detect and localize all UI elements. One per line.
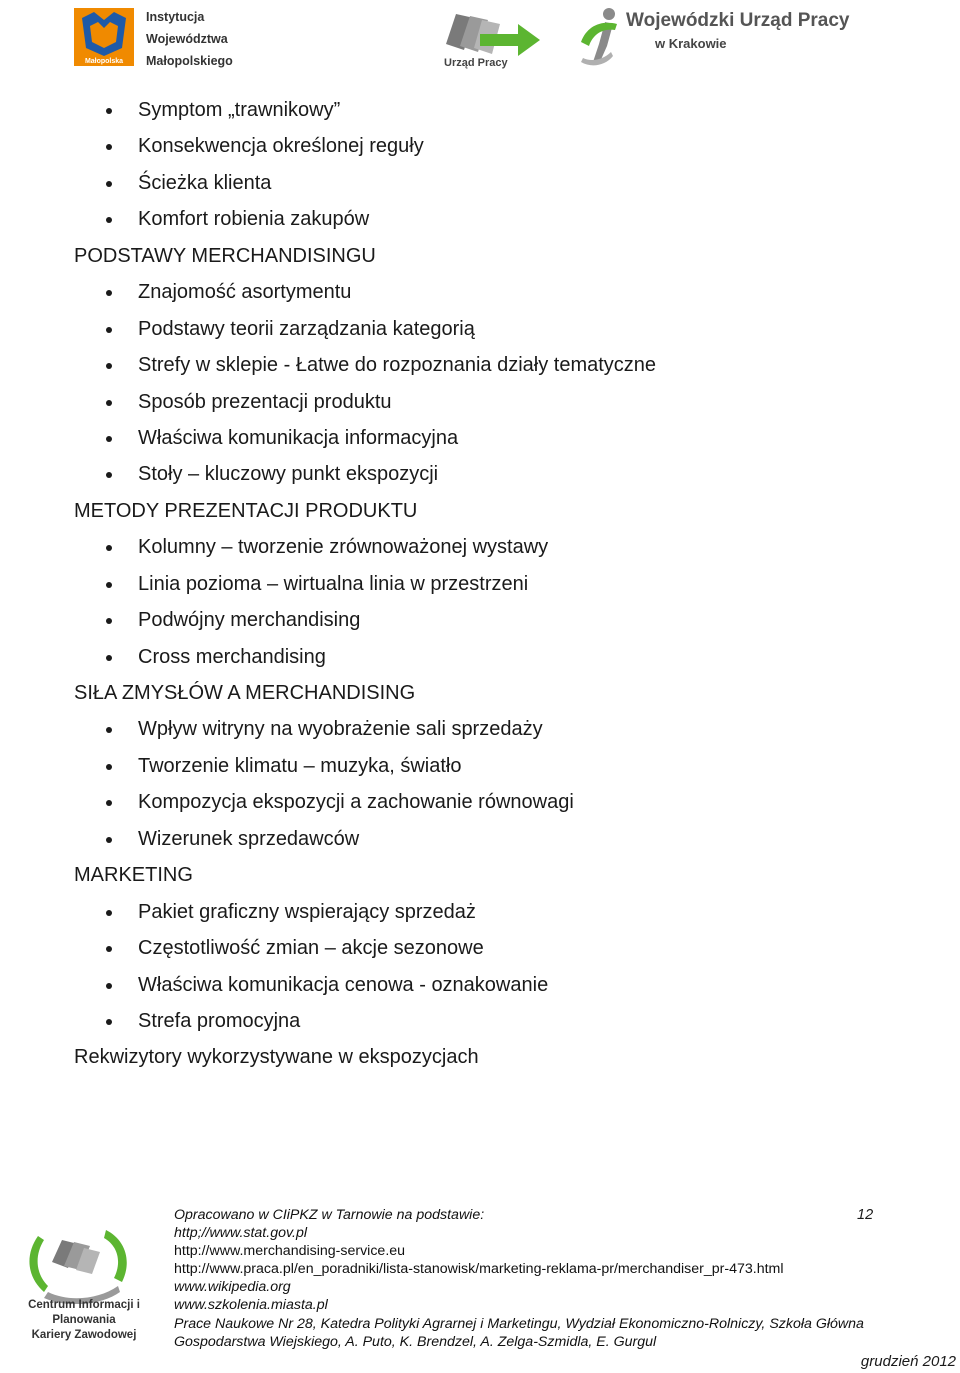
list-item-text: Strefa promocyjna [138,1009,301,1032]
source-line: www.wikipedia.org [174,1279,291,1296]
list-item-text: Stoły – kluczowy punkt ekspozycji [138,463,439,486]
cip-kz-name [4,1298,164,1343]
source-line: http://www.praca.pl/en_poradniki/lista-stanowisk/marketing-reklama-pr/merchandiser_pr-473.html [174,1261,784,1278]
list-item [0,128,960,164]
list-item-text: Komfort robienia zakupów [138,208,370,231]
urzad-pracy-logo [440,8,544,58]
bullet-icon [106,727,112,733]
list-item [0,821,960,857]
bullet-icon [106,108,112,114]
wup-subtitle: w Krakowie [655,36,727,51]
list-item-text: Konsekwencja określonej reguły [138,135,424,158]
list-item [0,311,960,347]
list-item [0,711,960,747]
list-item-text: Podwójny merchandising [138,609,361,632]
wup-figure-logo [577,6,625,68]
list-item-text: Wpływ witryny na wyobrażenie sali sprzedaży [138,718,543,741]
list-item [0,566,960,602]
wup-title: Wojewódzki Urząd Pracy [626,10,850,31]
list-item-text: Właściwa komunikacja informacyjna [138,426,459,449]
source-line: www.szkolenia.miasta.pl [174,1297,328,1314]
institution-line: Województwa [146,32,228,46]
document-body [0,92,960,1076]
section-heading-text: PODSTAWY MERCHANDISINGU [74,244,376,267]
list-item [0,1003,960,1039]
bullet-icon [106,764,112,770]
source-line: Opracowano w CIiPKZ w Tarnowie na podstawie: [174,1207,485,1223]
bullet-icon [106,217,112,223]
section-heading [0,493,960,529]
bullet-icon [106,363,112,369]
bullet-icon [106,837,112,843]
source-line: http://www.merchandising-service.eu [174,1243,406,1260]
list-item-text: Cross merchandising [138,645,326,668]
list-item-text: Ścieżka klienta [138,171,272,194]
list-item [0,165,960,201]
bullet-icon [106,327,112,333]
list-item [0,639,960,675]
source-line: http;//www.stat.gov.pl [174,1225,307,1242]
list-item-text: Sposób prezentacji produktu [138,390,392,413]
cip-kz-logo [8,1222,158,1304]
list-item-text: Kompozycja ekspozycji a zachowanie równowagi [138,791,574,814]
bullet-icon [106,910,112,916]
bullet-icon [106,1019,112,1025]
list-item [0,930,960,966]
bullet-icon [106,144,112,150]
section-heading-text: SIŁA ZMYSŁÓW A MERCHANDISING [74,682,416,704]
malopolska-crest-logo [74,8,134,66]
list-item [0,274,960,310]
cip-kz-line: Kariery Zawodowej [31,1329,137,1341]
list-item [0,201,960,237]
bullet-icon [106,618,112,624]
list-item [0,92,960,128]
section-heading [0,1039,960,1075]
bullet-icon [106,946,112,952]
list-item [0,347,960,383]
bullet-icon [106,582,112,588]
list-item-text: Właściwa komunikacja cenowa - oznakowanie [138,973,549,996]
list-item-text: Symptom „trawnikowy” [138,99,341,121]
bullet-icon [106,290,112,296]
cip-kz-line: Centrum Informacji i Planowania [28,1299,140,1326]
section-heading [0,675,960,711]
urzad-pracy-label: Urząd Pracy [444,57,508,69]
section-heading-text: MARKETING [74,864,193,887]
list-item [0,384,960,420]
list-item [0,420,960,456]
list-item-text: Częstotliwość zmian – akcje sezonowe [138,937,484,960]
list-item-text: Podstawy teorii zarządzania kategorią [138,317,475,340]
institution-line: Instytucja [146,10,205,24]
malopolska-logo-label: Małopolska [84,58,124,65]
list-item-text: Znajomość asortymentu [138,281,352,304]
list-item [0,602,960,638]
list-item-text: Wizerunek sprzedawców [138,827,360,850]
bullet-icon [106,181,112,187]
list-item-text: Kolumny – tworzenie zrównoważonej wystawy [138,536,549,559]
list-item [0,894,960,930]
page-header [0,0,960,80]
bullet-icon [106,436,112,442]
source-line: Gospodarstwa Wiejskiego, A. Puto, K. Brendzel, A. Zelga-Szmidla, E. Gurgul [174,1333,657,1350]
list-item [0,456,960,492]
bullet-icon [106,800,112,806]
list-item-text: Pakiet graficzny wspierający sprzedaż [138,900,476,923]
bullet-icon [106,655,112,661]
list-item [0,784,960,820]
source-line: Prace Naukowe Nr 28, Katedra Polityki Agrarnej i Marketingu, Wydział Ekonomiczno-Rolniczy, Szkoła Główna [174,1315,864,1332]
section-heading-text: Rekwizytory wykorzystywane w ekspozycjach [74,1046,479,1069]
section-heading [0,238,960,274]
bullet-icon [106,400,112,406]
bullet-icon [106,983,112,989]
list-item-text: Tworzenie klimatu – muzyka, światło [138,754,462,777]
institution-line: Małopolskiego [146,54,233,68]
bullet-icon [106,472,112,478]
page-number: 12 [857,1207,874,1223]
document-date: grudzień 2012 [860,1353,956,1370]
list-item [0,967,960,1003]
section-heading [0,857,960,893]
section-heading-text: METODY PREZENTACJI PRODUKTU [74,499,418,522]
institution-name [146,6,233,72]
list-item-text: Strefy w sklepie - Łatwe do rozpoznania działy tematyczne [138,354,657,377]
list-item [0,748,960,784]
list-item-text: Linia pozioma – wirtualna linia w przestrzeni [138,572,529,595]
list-item [0,529,960,565]
footer-sources [174,1206,954,1351]
bullet-icon [106,545,112,551]
